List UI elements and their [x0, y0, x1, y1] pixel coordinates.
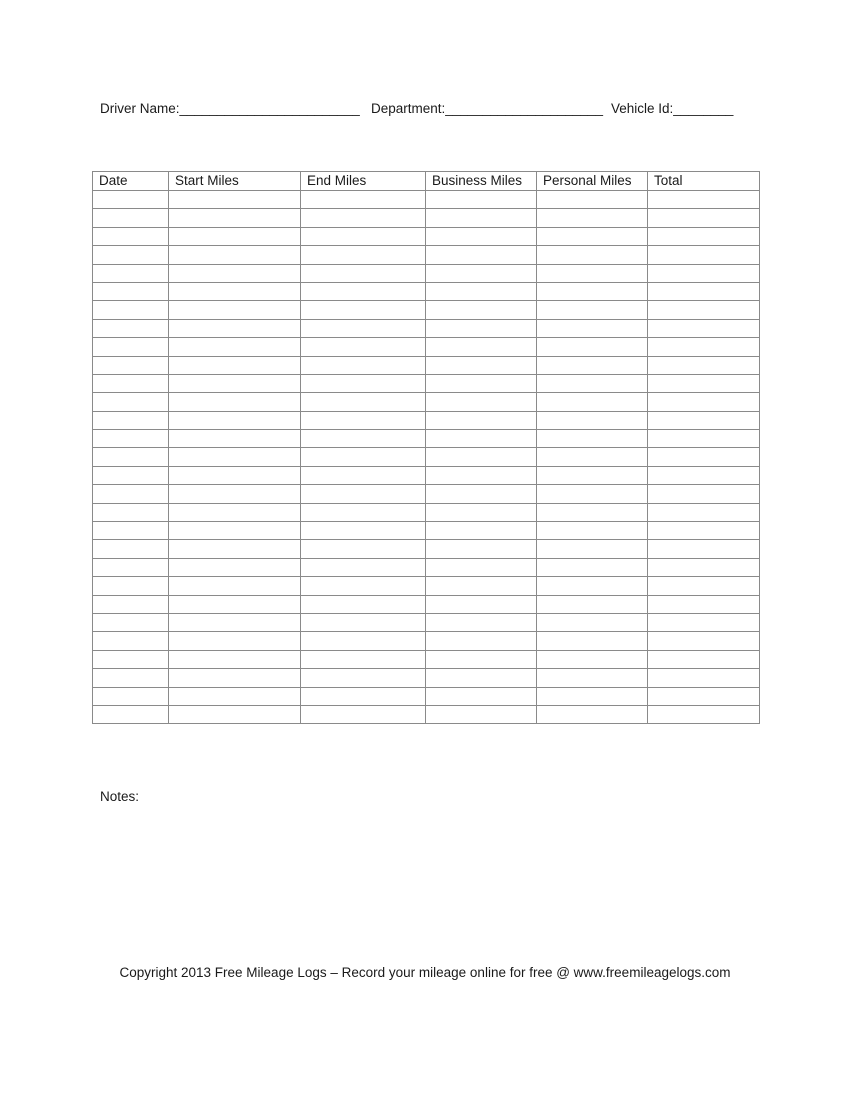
- table-cell[interactable]: [537, 338, 648, 356]
- table-cell[interactable]: [169, 191, 301, 209]
- table-cell[interactable]: [648, 485, 760, 503]
- table-cell[interactable]: [93, 540, 169, 558]
- table-cell[interactable]: [648, 411, 760, 429]
- table-cell[interactable]: [93, 301, 169, 319]
- table-cell[interactable]: [648, 301, 760, 319]
- table-cell[interactable]: [169, 522, 301, 540]
- table-cell[interactable]: [301, 577, 426, 595]
- table-cell[interactable]: [301, 411, 426, 429]
- table-cell[interactable]: [169, 687, 301, 705]
- table-cell[interactable]: [301, 522, 426, 540]
- table-cell[interactable]: [537, 282, 648, 300]
- table-cell[interactable]: [93, 264, 169, 282]
- table-cell[interactable]: [301, 246, 426, 264]
- table-cell[interactable]: [93, 503, 169, 521]
- table-cell[interactable]: [648, 577, 760, 595]
- table-row: [93, 485, 760, 503]
- table-cell[interactable]: [169, 466, 301, 484]
- table-cell[interactable]: [537, 356, 648, 374]
- table-cell[interactable]: [169, 227, 301, 245]
- table-cell[interactable]: [301, 209, 426, 227]
- table-cell[interactable]: [426, 356, 537, 374]
- table-row: [93, 540, 760, 558]
- table-cell[interactable]: [537, 301, 648, 319]
- table-cell[interactable]: [648, 595, 760, 613]
- table-cell[interactable]: [301, 338, 426, 356]
- table-cell[interactable]: [93, 338, 169, 356]
- table-cell[interactable]: [169, 356, 301, 374]
- table-cell[interactable]: [648, 374, 760, 392]
- table-cell[interactable]: [169, 595, 301, 613]
- table-cell[interactable]: [93, 577, 169, 595]
- table-cell[interactable]: [426, 466, 537, 484]
- table-cell[interactable]: [93, 319, 169, 337]
- table-cell[interactable]: [301, 466, 426, 484]
- table-cell[interactable]: [301, 485, 426, 503]
- table-row: [93, 687, 760, 705]
- table-row: [93, 411, 760, 429]
- table-cell[interactable]: [426, 522, 537, 540]
- table-cell[interactable]: [301, 282, 426, 300]
- table-cell[interactable]: [426, 705, 537, 723]
- table-row: [93, 319, 760, 337]
- table-row: [93, 705, 760, 723]
- table-cell[interactable]: [426, 503, 537, 521]
- table-cell[interactable]: [648, 356, 760, 374]
- table-cell[interactable]: [537, 595, 648, 613]
- table-cell[interactable]: [426, 485, 537, 503]
- table-row: [93, 650, 760, 668]
- table-cell[interactable]: [537, 264, 648, 282]
- table-cell[interactable]: [169, 485, 301, 503]
- table-cell[interactable]: [537, 485, 648, 503]
- table-cell[interactable]: [301, 503, 426, 521]
- column-header-total: Total: [648, 172, 760, 191]
- table-cell[interactable]: [301, 705, 426, 723]
- table-cell[interactable]: [648, 466, 760, 484]
- table-row: [93, 191, 760, 209]
- column-header-end-miles: End Miles: [301, 172, 426, 191]
- table-cell[interactable]: [426, 411, 537, 429]
- table-cell[interactable]: [648, 687, 760, 705]
- table-row: [93, 430, 760, 448]
- table-header-row: [93, 172, 760, 191]
- table-cell[interactable]: [648, 209, 760, 227]
- table-cell[interactable]: [426, 374, 537, 392]
- table-cell[interactable]: [169, 558, 301, 576]
- table-cell[interactable]: [169, 650, 301, 668]
- table-cell[interactable]: [426, 558, 537, 576]
- table-cell[interactable]: [93, 687, 169, 705]
- table-cell[interactable]: [301, 393, 426, 411]
- table-cell[interactable]: [301, 430, 426, 448]
- table-row: [93, 338, 760, 356]
- table-cell[interactable]: [648, 282, 760, 300]
- table-cell[interactable]: [93, 522, 169, 540]
- table-cell[interactable]: [93, 227, 169, 245]
- table-cell[interactable]: [537, 209, 648, 227]
- table-cell[interactable]: [426, 650, 537, 668]
- table-cell[interactable]: [537, 227, 648, 245]
- table-cell[interactable]: [537, 540, 648, 558]
- table-cell[interactable]: [301, 264, 426, 282]
- table-cell[interactable]: [169, 301, 301, 319]
- table-cell[interactable]: [93, 356, 169, 374]
- table-row: [93, 356, 760, 374]
- table-cell[interactable]: [301, 227, 426, 245]
- table-cell[interactable]: [93, 191, 169, 209]
- table-cell[interactable]: [648, 393, 760, 411]
- table-cell[interactable]: [301, 319, 426, 337]
- table-cell[interactable]: [537, 466, 648, 484]
- table-cell[interactable]: [169, 264, 301, 282]
- table-cell[interactable]: [648, 632, 760, 650]
- table-cell[interactable]: [93, 374, 169, 392]
- table-cell[interactable]: [648, 227, 760, 245]
- table-cell[interactable]: [537, 503, 648, 521]
- table-cell[interactable]: [169, 632, 301, 650]
- vehicle-id-field[interactable]: Vehicle Id:________: [611, 101, 734, 116]
- table-cell[interactable]: [648, 246, 760, 264]
- table-cell[interactable]: [301, 687, 426, 705]
- table-row: [93, 595, 760, 613]
- table-cell[interactable]: [426, 540, 537, 558]
- table-cell[interactable]: [169, 319, 301, 337]
- table-row: [93, 282, 760, 300]
- table-cell[interactable]: [426, 227, 537, 245]
- table-cell[interactable]: [648, 430, 760, 448]
- table-cell[interactable]: [648, 669, 760, 687]
- table-row: [93, 301, 760, 319]
- table-row: [93, 264, 760, 282]
- table-cell[interactable]: [648, 558, 760, 576]
- table-cell[interactable]: [537, 246, 648, 264]
- table-cell[interactable]: [169, 448, 301, 466]
- table-cell[interactable]: [426, 209, 537, 227]
- table-cell[interactable]: [169, 374, 301, 392]
- table-cell[interactable]: [169, 705, 301, 723]
- table-cell[interactable]: [301, 613, 426, 631]
- table-cell[interactable]: [426, 191, 537, 209]
- table-cell[interactable]: [426, 448, 537, 466]
- table-cell[interactable]: [648, 503, 760, 521]
- table-cell[interactable]: [301, 558, 426, 576]
- table-cell[interactable]: [426, 595, 537, 613]
- table-cell[interactable]: [93, 669, 169, 687]
- table-row: [93, 393, 760, 411]
- driver-name-field[interactable]: Driver Name:________________________: [100, 101, 360, 116]
- table-cell[interactable]: [537, 319, 648, 337]
- table-cell[interactable]: [648, 650, 760, 668]
- table-cell[interactable]: [537, 687, 648, 705]
- table-cell[interactable]: [93, 595, 169, 613]
- table-cell[interactable]: [426, 687, 537, 705]
- table-cell[interactable]: [169, 338, 301, 356]
- table-cell[interactable]: [301, 448, 426, 466]
- table-cell[interactable]: [426, 264, 537, 282]
- footer-copyright: Copyright 2013 Free Mileage Logs – Record your mileage online for free @ www.freemileagelogs.com: [119, 965, 731, 980]
- column-header-date: Date: [93, 172, 169, 191]
- table-cell[interactable]: [169, 577, 301, 595]
- table-cell[interactable]: [169, 246, 301, 264]
- table-cell[interactable]: [169, 393, 301, 411]
- table-body: [93, 191, 760, 724]
- table-cell[interactable]: [93, 430, 169, 448]
- header-fields: [100, 101, 800, 121]
- table-cell[interactable]: [301, 191, 426, 209]
- table-cell[interactable]: [93, 411, 169, 429]
- table-cell[interactable]: [93, 466, 169, 484]
- table-cell[interactable]: [93, 393, 169, 411]
- table-cell[interactable]: [169, 540, 301, 558]
- table-cell[interactable]: [537, 632, 648, 650]
- table-cell[interactable]: [93, 558, 169, 576]
- table-cell[interactable]: [301, 650, 426, 668]
- table-row: [93, 374, 760, 392]
- table-row: [93, 613, 760, 631]
- table-cell[interactable]: [648, 522, 760, 540]
- table-cell[interactable]: [169, 209, 301, 227]
- table-cell[interactable]: [426, 577, 537, 595]
- table-row: [93, 227, 760, 245]
- table-row: [93, 503, 760, 521]
- table-cell[interactable]: [426, 632, 537, 650]
- table-cell[interactable]: [169, 411, 301, 429]
- table-cell[interactable]: [537, 705, 648, 723]
- table-cell[interactable]: [648, 191, 760, 209]
- table-cell[interactable]: [537, 393, 648, 411]
- table-row: [93, 448, 760, 466]
- table-cell[interactable]: [537, 669, 648, 687]
- table-cell[interactable]: [169, 282, 301, 300]
- table-cell[interactable]: [93, 632, 169, 650]
- table-cell[interactable]: [648, 264, 760, 282]
- table-cell[interactable]: [93, 650, 169, 668]
- table-cell[interactable]: [301, 540, 426, 558]
- notes-label: Notes:: [100, 789, 140, 804]
- table-cell[interactable]: [93, 613, 169, 631]
- table-cell[interactable]: [426, 301, 537, 319]
- table-cell[interactable]: [93, 705, 169, 723]
- table-cell[interactable]: [537, 374, 648, 392]
- table-cell[interactable]: [426, 613, 537, 631]
- table-cell[interactable]: [648, 613, 760, 631]
- table-cell[interactable]: [93, 282, 169, 300]
- column-header-start-miles: Start Miles: [169, 172, 301, 191]
- table-cell[interactable]: [169, 503, 301, 521]
- table-cell[interactable]: [301, 595, 426, 613]
- table-row: [93, 209, 760, 227]
- table-row: [93, 577, 760, 595]
- table-cell[interactable]: [537, 650, 648, 668]
- table-cell[interactable]: [537, 558, 648, 576]
- column-header-personal-miles: Personal Miles: [537, 172, 648, 191]
- table-row: [93, 558, 760, 576]
- table-cell[interactable]: [301, 632, 426, 650]
- table-cell[interactable]: [426, 430, 537, 448]
- table-cell[interactable]: [537, 577, 648, 595]
- table-cell[interactable]: [93, 209, 169, 227]
- table-cell[interactable]: [301, 356, 426, 374]
- table-cell[interactable]: [537, 411, 648, 429]
- table-cell[interactable]: [537, 191, 648, 209]
- table-cell[interactable]: [93, 485, 169, 503]
- table-cell[interactable]: [93, 448, 169, 466]
- table-cell[interactable]: [648, 540, 760, 558]
- table-cell[interactable]: [537, 522, 648, 540]
- table-cell[interactable]: [648, 448, 760, 466]
- column-header-business-miles: Business Miles: [426, 172, 537, 191]
- table-cell[interactable]: [537, 613, 648, 631]
- table-cell[interactable]: [93, 246, 169, 264]
- table-cell[interactable]: [301, 669, 426, 687]
- table-cell[interactable]: [426, 338, 537, 356]
- table-row: [93, 669, 760, 687]
- table-cell[interactable]: [426, 393, 537, 411]
- table-cell[interactable]: [648, 319, 760, 337]
- department-field[interactable]: Department:_____________________: [371, 101, 603, 116]
- table-cell[interactable]: [169, 613, 301, 631]
- table-cell[interactable]: [426, 319, 537, 337]
- table-cell[interactable]: [537, 448, 648, 466]
- table-row: [93, 632, 760, 650]
- table-cell[interactable]: [426, 669, 537, 687]
- table-row: [93, 246, 760, 264]
- table-cell[interactable]: [169, 669, 301, 687]
- table-cell[interactable]: [648, 705, 760, 723]
- table-row: [93, 522, 760, 540]
- table-cell[interactable]: [301, 374, 426, 392]
- table-cell[interactable]: [426, 246, 537, 264]
- table-cell[interactable]: [426, 282, 537, 300]
- table-cell[interactable]: [537, 430, 648, 448]
- table-row: [93, 466, 760, 484]
- mileage-log-table: [92, 171, 760, 724]
- table-cell[interactable]: [301, 301, 426, 319]
- table-cell[interactable]: [648, 338, 760, 356]
- table-cell[interactable]: [169, 430, 301, 448]
